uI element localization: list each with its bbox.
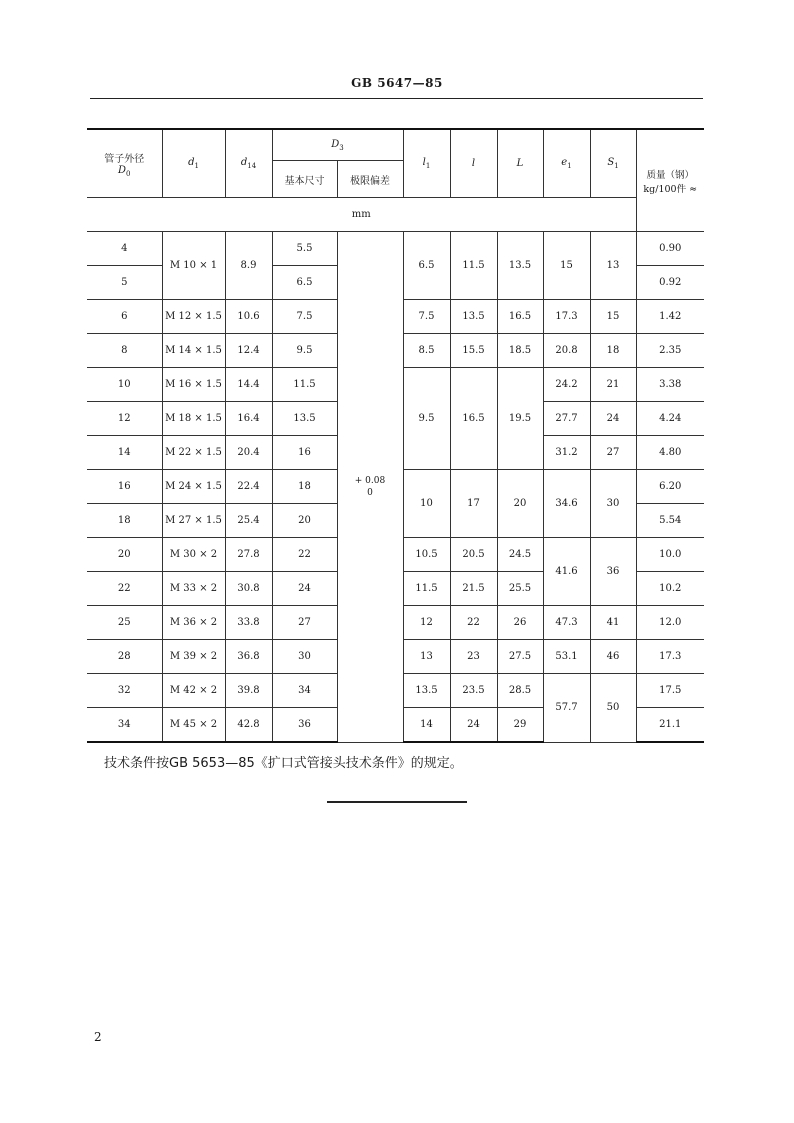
- table-row: [87, 232, 704, 266]
- cell-d1: M 45 × 2: [162, 708, 225, 743]
- cell-s1: 27: [590, 436, 636, 470]
- header-l: l: [450, 129, 497, 198]
- cell-d0: 10: [87, 368, 162, 402]
- header-d3: $D_3$: [272, 129, 403, 161]
- standard-code: GB 5647—85: [351, 76, 443, 90]
- cell-L: 13.5: [497, 232, 543, 300]
- cell-s1: 41: [590, 606, 636, 640]
- cell-l: 11.5: [450, 232, 497, 300]
- cell-s1: 15: [590, 300, 636, 334]
- cell-s1: 21: [590, 368, 636, 402]
- cell-e1: 57.7: [543, 674, 590, 743]
- cell-d1: M 27 × 1.5: [162, 504, 225, 538]
- cell-d3: 9.5: [272, 334, 337, 368]
- cell-e1: 24.2: [543, 368, 590, 402]
- dimension-table: [87, 128, 704, 743]
- cell-d1: M 42 × 2: [162, 674, 225, 708]
- cell-d3: 6.5: [272, 266, 337, 300]
- cell-d14: 42.8: [225, 708, 272, 743]
- header-mass: 质量（钢） kg/100件 ≈: [636, 129, 704, 232]
- cell-l1: 14: [403, 708, 450, 743]
- cell-d3: 30: [272, 640, 337, 674]
- cell-d1: M 22 × 1.5: [162, 436, 225, 470]
- cell-mass: 21.1: [636, 708, 704, 743]
- cell-l: 23.5: [450, 674, 497, 708]
- cell-l1: 13.5: [403, 674, 450, 708]
- units-label: mm: [87, 198, 636, 232]
- cell-mass: 1.42: [636, 300, 704, 334]
- cell-e1: 20.8: [543, 334, 590, 368]
- cell-d0: 5: [87, 266, 162, 300]
- cell-d14: 27.8: [225, 538, 272, 572]
- cell-mass: 4.24: [636, 402, 704, 436]
- cell-d14: 8.9: [225, 232, 272, 300]
- cell-L: 19.5: [497, 368, 543, 470]
- cell-s1: 18: [590, 334, 636, 368]
- cell-e1: 53.1: [543, 640, 590, 674]
- cell-d14: 33.8: [225, 606, 272, 640]
- cell-d3: 7.5: [272, 300, 337, 334]
- cell-d1: M 30 × 2: [162, 538, 225, 572]
- cell-l1: 11.5: [403, 572, 450, 606]
- cell-d1: M 24 × 1.5: [162, 470, 225, 504]
- cell-l: 22: [450, 606, 497, 640]
- cell-d1: M 12 × 1.5: [162, 300, 225, 334]
- cell-L: 26: [497, 606, 543, 640]
- cell-l: 15.5: [450, 334, 497, 368]
- cell-d1: M 36 × 2: [162, 606, 225, 640]
- cell-d3-tolerance: + 0.08 0: [337, 232, 403, 743]
- cell-l1: 8.5: [403, 334, 450, 368]
- header-d0: 管子外径 $D_0$: [87, 129, 162, 198]
- cell-d14: 10.6: [225, 300, 272, 334]
- cell-d0: 12: [87, 402, 162, 436]
- cell-L: 18.5: [497, 334, 543, 368]
- cell-l1: 6.5: [403, 232, 450, 300]
- cell-l: 23: [450, 640, 497, 674]
- cell-d3: 16: [272, 436, 337, 470]
- cell-d1: M 33 × 2: [162, 572, 225, 606]
- cell-d0: 8: [87, 334, 162, 368]
- cell-d0: 28: [87, 640, 162, 674]
- header-L: L: [497, 129, 543, 198]
- cell-d14: 25.4: [225, 504, 272, 538]
- header-l1: $l_1$: [403, 129, 450, 198]
- cell-L: 28.5: [497, 674, 543, 708]
- cell-d3: 24: [272, 572, 337, 606]
- cell-e1: 27.7: [543, 402, 590, 436]
- cell-l1: 10.5: [403, 538, 450, 572]
- cell-L: 25.5: [497, 572, 543, 606]
- cell-d14: 14.4: [225, 368, 272, 402]
- cell-mass: 5.54: [636, 504, 704, 538]
- cell-d3: 27: [272, 606, 337, 640]
- cell-l1: 10: [403, 470, 450, 538]
- end-rule: [327, 801, 467, 803]
- cell-mass: 0.90: [636, 232, 704, 266]
- cell-mass: 12.0: [636, 606, 704, 640]
- cell-s1: 36: [590, 538, 636, 606]
- cell-L: 16.5: [497, 300, 543, 334]
- cell-l1: 12: [403, 606, 450, 640]
- cell-d1: M 16 × 1.5: [162, 368, 225, 402]
- cell-s1: 46: [590, 640, 636, 674]
- cell-l1: 9.5: [403, 368, 450, 470]
- cell-e1: 17.3: [543, 300, 590, 334]
- cell-d0: 4: [87, 232, 162, 266]
- header-d1: $d_1$: [162, 129, 225, 198]
- cell-l1: 13: [403, 640, 450, 674]
- cell-d3: 5.5: [272, 232, 337, 266]
- cell-l: 13.5: [450, 300, 497, 334]
- cell-e1: 41.6: [543, 538, 590, 606]
- cell-s1: 30: [590, 470, 636, 538]
- cell-d3: 11.5: [272, 368, 337, 402]
- cell-l1: 7.5: [403, 300, 450, 334]
- cell-l: 21.5: [450, 572, 497, 606]
- cell-d1: M 18 × 1.5: [162, 402, 225, 436]
- cell-d14: 20.4: [225, 436, 272, 470]
- cell-mass: 10.0: [636, 538, 704, 572]
- cell-d3: 22: [272, 538, 337, 572]
- cell-L: 24.5: [497, 538, 543, 572]
- cell-e1: 34.6: [543, 470, 590, 538]
- header-d3-basic: 基本尺寸: [272, 161, 337, 198]
- cell-d0: 6: [87, 300, 162, 334]
- cell-mass: 17.5: [636, 674, 704, 708]
- cell-d0: 32: [87, 674, 162, 708]
- cell-mass: 10.2: [636, 572, 704, 606]
- cell-d14: 36.8: [225, 640, 272, 674]
- cell-d0: 34: [87, 708, 162, 743]
- cell-d1: M 10 × 1: [162, 232, 225, 300]
- cell-L: 29: [497, 708, 543, 743]
- cell-d14: 39.8: [225, 674, 272, 708]
- cell-mass: 2.35: [636, 334, 704, 368]
- cell-s1: 13: [590, 232, 636, 300]
- cell-mass: 0.92: [636, 266, 704, 300]
- cell-d0: 20: [87, 538, 162, 572]
- cell-d14: 22.4: [225, 470, 272, 504]
- cell-d3: 18: [272, 470, 337, 504]
- cell-l: 16.5: [450, 368, 497, 470]
- cell-d1: M 14 × 1.5: [162, 334, 225, 368]
- header-e1: $e_1$: [543, 129, 590, 198]
- cell-L: 27.5: [497, 640, 543, 674]
- cell-d0: 18: [87, 504, 162, 538]
- cell-s1: 50: [590, 674, 636, 743]
- cell-mass: 3.38: [636, 368, 704, 402]
- cell-l: 24: [450, 708, 497, 743]
- cell-e1: 31.2: [543, 436, 590, 470]
- cell-L: 20: [497, 470, 543, 538]
- page-number: 2: [94, 1030, 102, 1044]
- cell-d0: 25: [87, 606, 162, 640]
- cell-d3: 34: [272, 674, 337, 708]
- header-s1: $S_1$: [590, 129, 636, 198]
- header-d14: $d_{14}$: [225, 129, 272, 198]
- cell-mass: 6.20: [636, 470, 704, 504]
- cell-d14: 30.8: [225, 572, 272, 606]
- header-d3-tolerance: 极限偏差: [337, 161, 403, 198]
- cell-d3: 36: [272, 708, 337, 743]
- cell-e1: 15: [543, 232, 590, 300]
- cell-e1: 47.3: [543, 606, 590, 640]
- header-rule: [90, 98, 703, 99]
- cell-d14: 16.4: [225, 402, 272, 436]
- cell-mass: 17.3: [636, 640, 704, 674]
- cell-d1: M 39 × 2: [162, 640, 225, 674]
- cell-d0: 22: [87, 572, 162, 606]
- cell-d3: 13.5: [272, 402, 337, 436]
- cell-l: 17: [450, 470, 497, 538]
- technical-conditions-note: 技术条件按GB 5653—85《扩口式管接头技术条件》的规定。: [104, 756, 463, 771]
- cell-l: 20.5: [450, 538, 497, 572]
- cell-d0: 16: [87, 470, 162, 504]
- cell-d14: 12.4: [225, 334, 272, 368]
- cell-d0: 14: [87, 436, 162, 470]
- cell-s1: 24: [590, 402, 636, 436]
- cell-d3: 20: [272, 504, 337, 538]
- cell-mass: 4.80: [636, 436, 704, 470]
